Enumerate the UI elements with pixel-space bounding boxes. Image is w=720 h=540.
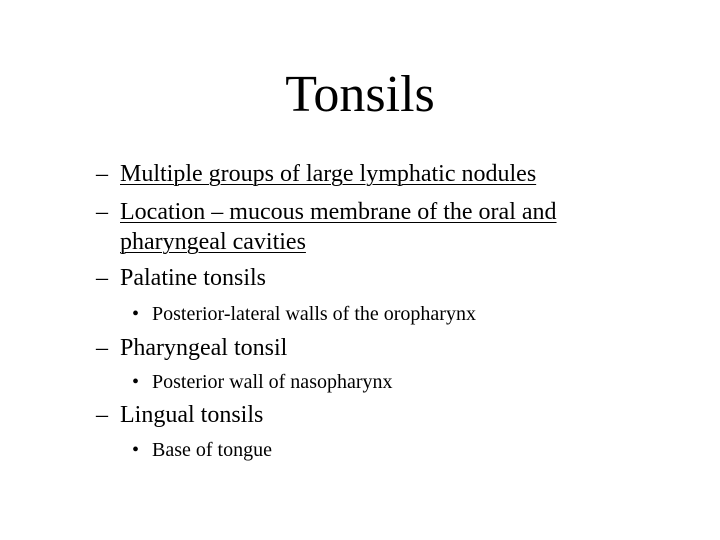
bullet-multiple-groups [96, 161, 537, 188]
bullet-dot-marker: • [132, 371, 140, 393]
dash-marker: – [96, 402, 108, 428]
subbullet-text: Posterior wall of nasopharynx [152, 371, 393, 393]
bullet-text: Pharyngeal tonsil [120, 335, 288, 361]
dash-marker: – [96, 335, 108, 361]
subbullet-text: Base of tongue [152, 439, 272, 461]
dash-marker: – [96, 199, 108, 225]
bullet-lingual-tonsils [96, 402, 264, 429]
bullet-text: Palatine tonsils [120, 265, 266, 291]
bullet-location [96, 199, 557, 226]
bullet-dot-marker: • [132, 303, 140, 325]
bullet-location-continued [120, 229, 306, 256]
slide-title: Tonsils [285, 66, 435, 123]
bullet-text: Lingual tonsils [120, 402, 264, 428]
subbullet-base-of-tongue [132, 438, 272, 462]
dash-marker: – [96, 161, 108, 187]
subbullet-posterior-lateral [132, 302, 476, 326]
subbullet-posterior-wall [132, 370, 393, 394]
bullet-pharyngeal-tonsil [96, 335, 288, 362]
bullet-text: pharyngeal cavities [120, 229, 306, 255]
bullet-dot-marker: • [132, 439, 140, 461]
bullet-text: Location – mucous membrane of the oral and [120, 199, 557, 225]
bullet-text: Multiple groups of large lymphatic nodules [120, 161, 537, 187]
subbullet-text: Posterior-lateral walls of the oropharynx [152, 303, 476, 325]
dash-marker: – [96, 265, 108, 291]
bullet-palatine-tonsils [96, 265, 266, 292]
